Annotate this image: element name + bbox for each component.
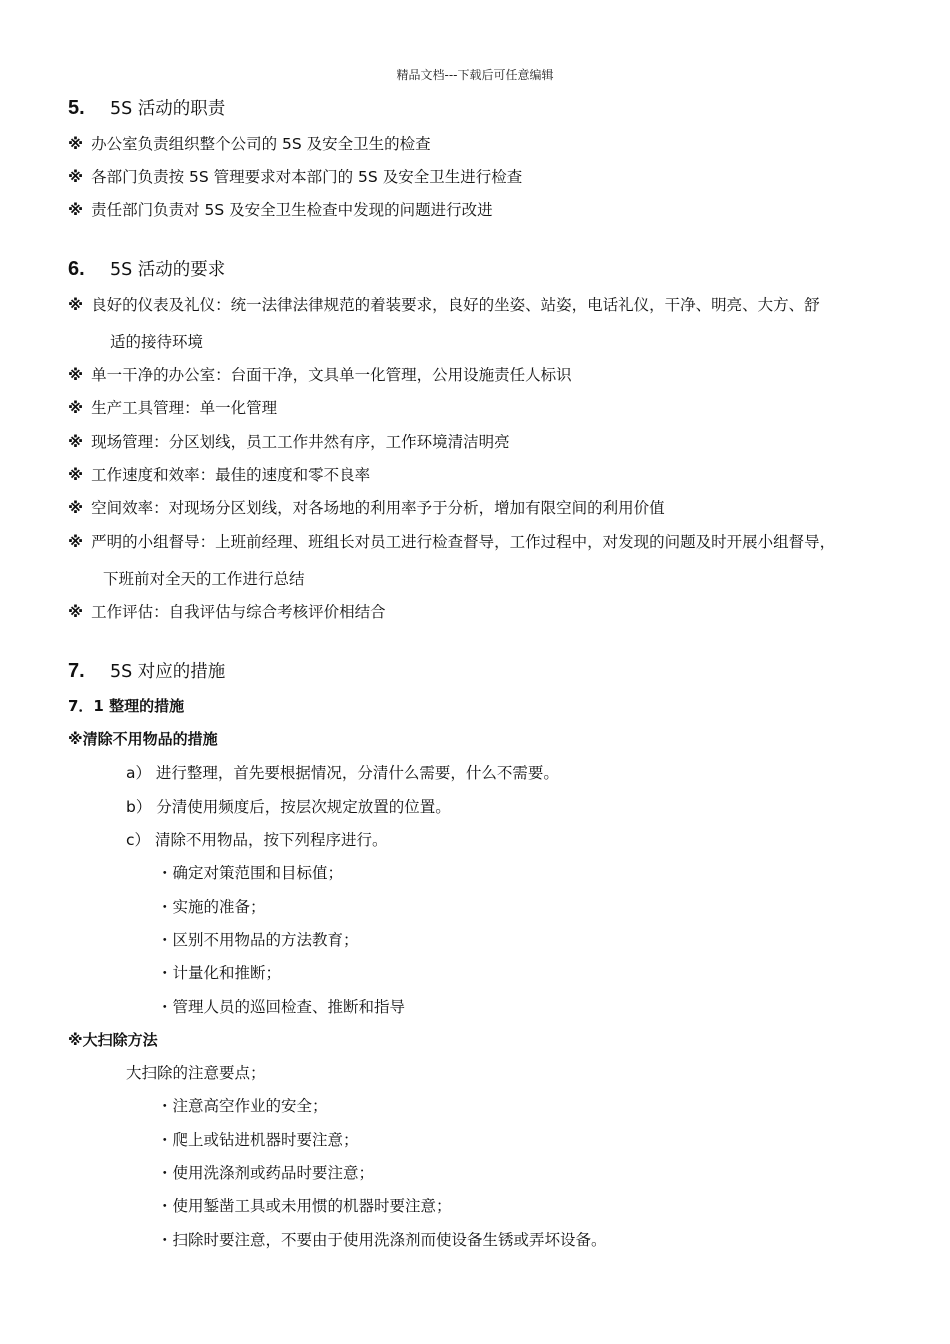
section-title: 5S 活动的职责 [110,99,226,119]
reference-mark: ※ [68,433,84,451]
section-number: 5. [68,97,85,119]
list-item: ※ 办公室负责组织整个公司的 5S 及安全卫生的检查 [68,135,431,153]
list-item-continuation: 适的接待环境 [110,333,204,351]
section-title: 5S 对应的措施 [110,662,226,682]
reference-mark: ※ [68,399,84,417]
list-item: ※ 良好的仪表及礼仪：统一法律法律规范的着装要求，良好的坐姿、站姿，电话礼仪，干净、明亮、大方、舒 [68,296,820,314]
bullet-item: ・管理人员的巡回检查、推断和指导 [157,998,406,1016]
page-header: 精品文档---下载后可任意编辑 [396,68,554,82]
step-item: b） 分清使用频度后，按层次规定放置的位置。 [126,798,451,816]
subsection-heading: 7．1 整理的措施 [68,697,185,715]
bullet-item: ・扫除时要注意，不要由于使用洗涤剂而使设备生锈或弄坏设备。 [157,1231,607,1249]
bullet-item: ・注意高空作业的安全； [157,1097,328,1115]
bullet-item: ・爬上或钻进机器时要注意； [157,1131,359,1149]
reference-mark: ※ [68,603,84,621]
bullet-item: ・计量化和推断； [157,964,282,982]
step-item: a） 进行整理，首先要根据情况，分清什么需要，什么不需要。 [126,764,559,782]
section-5-heading [68,95,225,120]
list-item: ※ 生产工具管理：单一化管理 [68,399,278,417]
reference-mark: ※ [68,366,84,384]
bullet-item: ・区别不用物品的方法教育； [157,931,359,949]
reference-mark: ※ [68,466,84,484]
list-item: ※ 各部门负责按 5S 管理要求对本部门的 5S 及安全卫生进行检查 [68,168,523,186]
list-item-continuation: 下班前对全天的工作进行总结 [103,570,305,588]
list-item: ※ 严明的小组督导：上班前经理、班组长对员工进行检查督导，工作过程中，对发现的问题及时开展小组督导， [68,533,836,551]
list-item: ※ 工作速度和效率：最佳的速度和零不良率 [68,466,371,484]
section-title: 5S 活动的要求 [110,260,226,280]
list-item: ※ 责任部门负责对 5S 及安全卫生检查中发现的问题进行改进 [68,201,493,219]
list-item: ※ 工作评估：自我评估与综合考核评价相结合 [68,603,386,621]
section-number: 7. [68,660,85,682]
reference-mark: ※ [68,168,84,186]
bullet-item: ・使用錾凿工具或未用惯的机器时要注意； [157,1197,452,1215]
bullet-item: ・使用洗涤剂或药品时要注意； [157,1164,375,1182]
reference-mark: ※ [68,499,84,517]
subsection-heading: ※大扫除方法 [68,1031,158,1049]
section-number: 6. [68,258,85,280]
reference-mark: ※ [68,135,84,153]
intro-text: 大扫除的注意要点； [126,1064,266,1082]
subsection-heading: ※清除不用物品的措施 [68,730,218,748]
bullet-item: ・确定对策范围和目标值； [157,864,344,882]
reference-mark: ※ [68,533,84,551]
bullet-item: ・实施的准备； [157,898,266,916]
step-item: c） 清除不用物品，按下列程序进行。 [126,831,388,849]
list-item: ※ 单一干净的办公室：台面干净，文具单一化管理，公用设施责任人标识 [68,366,572,384]
section-7-heading [68,658,225,683]
reference-mark: ※ [68,201,84,219]
reference-mark: ※ [68,296,84,314]
list-item: ※ 现场管理：分区划线，员工工作井然有序，工作环境清洁明亮 [68,433,510,451]
section-6-heading [68,256,225,281]
list-item: ※ 空间效率：对现场分区划线，对各场地的利用率予于分析，增加有限空间的利用价值 [68,499,665,517]
